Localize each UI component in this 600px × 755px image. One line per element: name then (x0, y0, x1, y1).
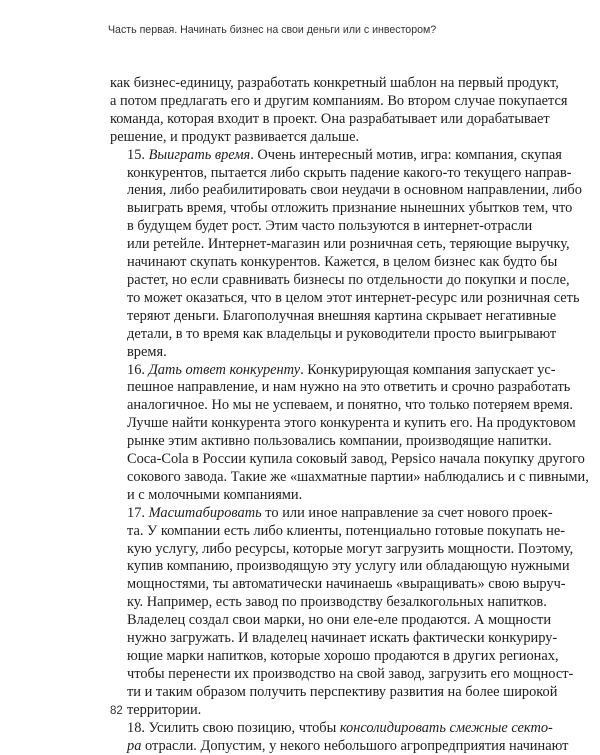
text-line: территории. (127, 701, 202, 718)
text-line: рынке этим активно пользовались компании, производящие напитки. (127, 433, 552, 450)
text-line: команда, которая входит в проект. Она разрабатывает или дорабатывает (110, 110, 550, 127)
text-fragment: то или иное направление за счет нового проек- (261, 504, 553, 521)
text-line: детали, в то время как владельцы и руководители просто выигрывают (127, 325, 557, 342)
text-line: время. (127, 343, 167, 360)
text-line: Лучше найти конкурента этого конкурента и купить его. На продуктовом (127, 415, 576, 432)
text-line: Coca-Cola в России купила соковый завод, Pepsico начала покупку другого (127, 451, 585, 468)
text-line (110, 737, 569, 755)
text-line (110, 361, 556, 380)
text-line: как бизнес-единицу, разработать конкретный шаблон на первый продукт, (110, 75, 559, 91)
text-line: ку. Например, есть завод по производству безалкогольных напитков. (127, 594, 547, 611)
text-line (110, 719, 553, 738)
text-fragment: . Конкурирующая компания запускает ус- (300, 361, 556, 378)
text-line: та. У компании есть либо клиенты, потенциально готовые покупать не- (127, 522, 566, 539)
item-number: 18. (127, 719, 149, 736)
paragraph-15 (110, 146, 582, 362)
item-title: ра (127, 737, 142, 754)
text-line: купив компанию, производящую эту услугу или обладающую нужными (127, 558, 570, 575)
text-line: теряют деньги. Благополучная внешняя картина скрывает негативные (127, 307, 557, 324)
text-line: растет, но если сравнивать бизнесы по отдельности до покупки и после, (127, 271, 570, 288)
text-line: ющие марки напитков, которые хорошо продаются в других регионах, (127, 648, 559, 664)
text-line: а потом предлагать его и другим компаниям. Во втором случае покупается (110, 92, 568, 109)
item-title: Дать ответ конкуренту (148, 361, 301, 378)
text-line: мощностями, ты автоматически начинаешь «выращивать» свою выруч- (127, 576, 566, 593)
paragraph-17 (110, 504, 574, 720)
text-line: сокового завода. Такие же «шахматные партии» наблюдались и с пивными, (127, 468, 589, 485)
text-fragment: отрасли. Допустим, у некого небольшого агропредприятия начинают (141, 737, 569, 754)
text-line: Владелец создал свои марки, но они еле-еле продаются. А мощности (127, 612, 552, 629)
text-line: пешное направление, и нам нужно на это ответить и срочно разработать (127, 379, 571, 396)
text-line: ления, либо реабилитировать свои неудачи в основном направлении, либо (127, 182, 582, 199)
text-line: или ретейле. Интернет-магазин или розничная сеть, теряющие выручку, (127, 236, 570, 253)
text-line: в будущем будет рост. Этим часто пользуются в интернет-отрасли (127, 218, 533, 235)
text-line: конкурентов, пытается либо скрыть падение какого-то текущего направ- (127, 164, 572, 181)
item-number: 16. (127, 361, 149, 378)
item-number: 17. (127, 504, 149, 521)
item-title: Масштабировать (148, 504, 262, 521)
paragraph-continuation (110, 75, 568, 147)
item-number: 15. (127, 146, 149, 163)
text-line: выиграть время, чтобы отложить признание нынешних убытков тем, что (127, 200, 573, 217)
body-text (110, 75, 589, 755)
text-line (110, 146, 562, 165)
text-line: и с молочными компаниями. (127, 486, 303, 503)
item-title: консолидировать смежные секто- (339, 719, 553, 736)
text-fragment: Усилить свою позицию, чтобы (148, 719, 340, 736)
text-line: начинают скупать конкурентов. Кажется, в целом бизнес как будто бы (127, 254, 558, 271)
text-line: нужно загружать. И владелец начинает искать фактически конкуриру- (127, 630, 558, 647)
text-line: кую услугу, либо ресурсы, которые могут загрузить мощности. Поэтому, (127, 540, 574, 557)
paragraph-16 (110, 361, 589, 505)
item-title: Выиграть время (148, 146, 251, 163)
text-line: аналогичное. Но мы не успеваем, и понятно, что только потеряем время. (127, 397, 573, 414)
text-fragment: . Очень интересный мотив, игра: компания, скупая (250, 146, 562, 163)
page-number: 82 (110, 705, 123, 717)
running-header: Часть первая. Начинать бизнес на свои деньги или с инвестором? (108, 24, 437, 36)
text-line: решение, и продукт развивается дальше. (110, 128, 360, 145)
text-line: чтобы перенести их производство на свой завод, загрузить его мощност- (127, 665, 574, 682)
text-line: ти и таким образом получить перспективу развития на более широкой (127, 683, 558, 700)
text-line (110, 504, 553, 523)
text-line: то может оказаться, что в целом этот интернет-ресурс или розничная сеть (127, 289, 580, 306)
